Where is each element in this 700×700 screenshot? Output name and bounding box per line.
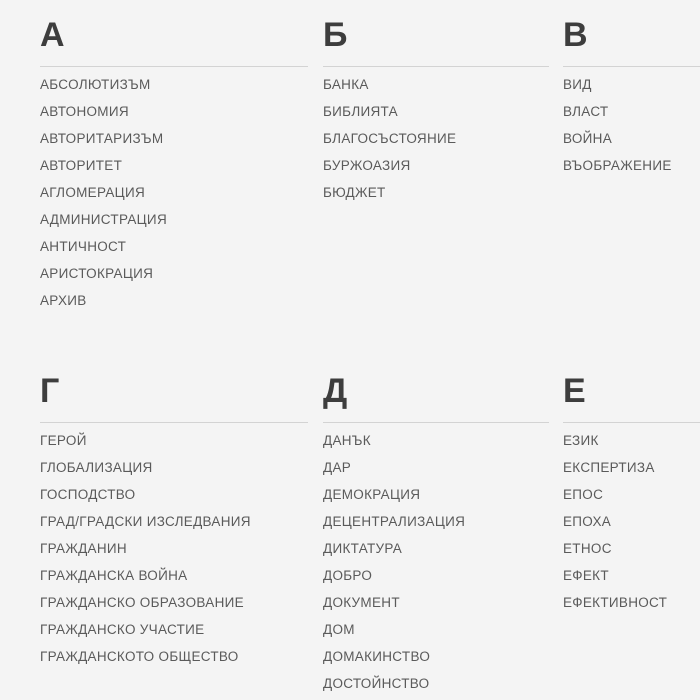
term-link[interactable]: АВТОРИТАРИЗЪМ [40,131,164,146]
term-link[interactable]: ДОСТОЙНСТВО [323,676,430,691]
term-link[interactable]: ЕПОХА [563,514,612,529]
section-letter-heading: А [40,16,66,54]
term-link[interactable]: ЕПОС [563,487,604,502]
term-link[interactable]: ВЪОБРАЖЕНИЕ [563,158,672,173]
term-link[interactable]: ГРАЖДАНСКОТО ОБЩЕСТВО [40,649,239,664]
letter-section-g [40,374,308,670]
term-link[interactable]: ГЕРОЙ [40,433,87,448]
letter-section-d [323,374,549,697]
term-link[interactable]: АРХИВ [40,293,87,308]
term-link[interactable]: ДЕМОКРАЦИЯ [323,487,421,502]
term-link[interactable]: ЕКСПЕРТИЗА [563,460,655,475]
term-link[interactable]: ДАНЪК [323,433,371,448]
term-list [40,71,308,314]
term-link[interactable]: ДИКТАТУРА [323,541,403,556]
letter-section-a [40,18,308,314]
letter-section-b [323,18,549,206]
term-link[interactable]: БЮДЖЕТ [323,185,386,200]
term-link[interactable]: ДОБРО [323,568,373,583]
term-link[interactable]: ЕФЕКТИВНОСТ [563,595,668,610]
term-link[interactable]: ГРАЖДАНСКО ОБРАЗОВАНИЕ [40,595,244,610]
term-link[interactable]: ВЛАСТ [563,104,609,119]
term-link[interactable]: АНТИЧНОСТ [40,239,127,254]
term-link[interactable]: ВОЙНА [563,131,613,146]
section-letter-heading: Г [40,372,61,410]
term-link[interactable]: ЕФЕКТ [563,568,609,583]
term-link[interactable]: ДЕЦЕНТРАЛИЗАЦИЯ [323,514,466,529]
term-link[interactable]: БЛАГОСЪСТОЯНИЕ [323,131,457,146]
section-letter-heading: Д [323,372,349,410]
term-link[interactable]: ГРАЖДАНСКА ВОЙНА [40,568,188,583]
term-link[interactable]: ЕТНОС [563,541,612,556]
term-link[interactable]: ВИД [563,77,592,92]
term-link[interactable]: ГРАД/ГРАДСКИ ИЗСЛЕДВАНИЯ [40,514,251,529]
section-divider [40,422,308,423]
term-link[interactable]: АГЛОМЕРАЦИЯ [40,185,146,200]
term-link[interactable]: АБСОЛЮТИЗЪМ [40,77,151,92]
section-divider [563,66,700,67]
section-divider [563,422,700,423]
term-link[interactable]: АДМИНИСТРАЦИЯ [40,212,167,227]
term-link[interactable]: АВТОНОМИЯ [40,104,129,119]
term-list [323,427,549,697]
term-list [323,71,549,206]
term-link[interactable]: ЕЗИК [563,433,599,448]
letter-section-e [563,374,700,616]
section-divider [323,422,549,423]
section-letter-heading: Е [563,372,587,410]
term-link[interactable]: АРИСТОКРАЦИЯ [40,266,154,281]
section-divider [323,66,549,67]
section-letter-heading: В [563,16,589,54]
section-divider [40,66,308,67]
term-link[interactable]: АВТОРИТЕТ [40,158,123,173]
term-link[interactable]: ДОКУМЕНТ [323,595,400,610]
term-list [563,427,700,616]
term-list [40,427,308,670]
term-link[interactable]: ГОСПОДСТВО [40,487,136,502]
term-link[interactable]: ГРАЖДАНИН [40,541,127,556]
term-link[interactable]: ДАР [323,460,352,475]
term-list [563,71,700,179]
term-link[interactable]: БАНКА [323,77,369,92]
term-link[interactable]: БИБЛИЯТА [323,104,398,119]
term-link[interactable]: ГЛОБАЛИЗАЦИЯ [40,460,153,475]
term-link[interactable]: ДОМ [323,622,355,637]
term-link[interactable]: БУРЖОАЗИЯ [323,158,411,173]
term-link[interactable]: ДОМАКИНСТВО [323,649,431,664]
term-link[interactable]: ГРАЖДАНСКО УЧАСТИЕ [40,622,205,637]
section-letter-heading: Б [323,16,349,54]
letter-section-v [563,18,700,179]
